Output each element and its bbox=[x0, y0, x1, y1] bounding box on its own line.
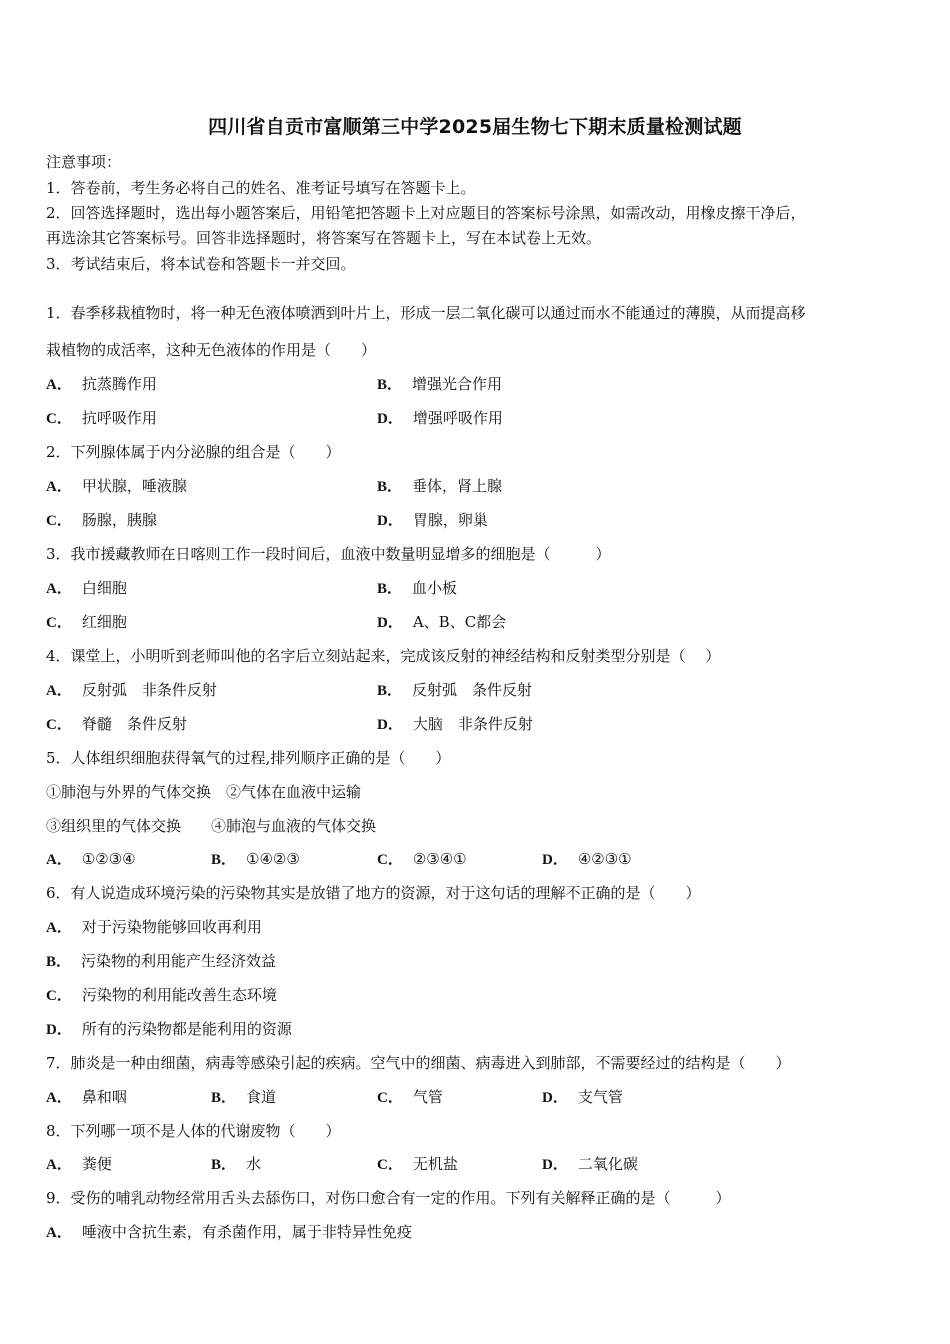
option-text: ①④②③ bbox=[246, 850, 300, 868]
option-label: A． bbox=[46, 852, 72, 868]
option-d[interactable] bbox=[377, 407, 503, 428]
question-1-stem: 栽植物的成活率，这种无色液体的作用是（ ） bbox=[46, 341, 377, 359]
option-label: A． bbox=[46, 683, 72, 699]
question-5-stem: ①肺泡与外界的气体交换 ②气体在血液中运输 bbox=[46, 783, 362, 801]
option-text: A、B、C都会 bbox=[412, 613, 507, 631]
option-label: B． bbox=[211, 1090, 237, 1106]
option-text: 支气管 bbox=[577, 1088, 623, 1106]
option-text: 增强光合作用 bbox=[412, 375, 503, 393]
option-a[interactable] bbox=[46, 373, 157, 394]
option-label: D． bbox=[377, 411, 403, 427]
option-c[interactable] bbox=[46, 713, 187, 734]
option-c[interactable] bbox=[46, 984, 277, 1005]
option-text: 对于污染物能够回收再利用 bbox=[81, 918, 262, 936]
option-text: 粪便 bbox=[81, 1155, 112, 1173]
option-a[interactable] bbox=[46, 1153, 112, 1174]
option-text: 反射弧 条件反射 bbox=[412, 681, 533, 699]
option-label: A． bbox=[46, 479, 72, 495]
option-text: 唾液中含抗生素，有杀菌作用，属于非特异性免疫 bbox=[81, 1223, 412, 1241]
option-label: B． bbox=[377, 377, 403, 393]
option-a[interactable] bbox=[46, 679, 217, 700]
option-text: 甲状腺，唾液腺 bbox=[81, 477, 187, 495]
option-label: A． bbox=[46, 581, 72, 597]
option-d[interactable] bbox=[542, 1153, 638, 1174]
option-label: A． bbox=[46, 1225, 72, 1241]
question-5-stem: 5．人体组织细胞获得氧气的过程,排列顺序正确的是（ ） bbox=[46, 749, 451, 767]
option-text: 水 bbox=[246, 1155, 262, 1173]
option-label: D． bbox=[377, 717, 403, 733]
option-d[interactable] bbox=[377, 611, 506, 632]
option-label: C． bbox=[46, 513, 72, 529]
question-3-stem: 3．我市援藏教师在日喀则工作一段时间后，血液中数量明显增多的细胞是（ ） bbox=[46, 545, 611, 563]
option-text: 无机盐 bbox=[412, 1155, 458, 1173]
option-label: B． bbox=[211, 852, 237, 868]
option-b[interactable] bbox=[211, 848, 300, 869]
option-d[interactable] bbox=[377, 713, 533, 734]
option-label: C． bbox=[377, 1090, 403, 1106]
question-5-stem: ③组织里的气体交换 ④肺泡与血液的气体交换 bbox=[46, 817, 377, 835]
option-c[interactable] bbox=[46, 407, 157, 428]
option-text: 白细胞 bbox=[81, 579, 127, 597]
option-text: 气管 bbox=[412, 1088, 443, 1106]
option-label: B． bbox=[377, 683, 403, 699]
option-b[interactable] bbox=[211, 1153, 261, 1174]
page-title: 四川省自贡市富顺第三中学2025届生物七下期末质量检测试题 bbox=[208, 116, 742, 138]
option-b[interactable] bbox=[377, 679, 532, 700]
option-text: 脊髓 条件反射 bbox=[81, 715, 187, 733]
option-c[interactable] bbox=[377, 1153, 458, 1174]
option-c[interactable] bbox=[46, 509, 157, 530]
option-d[interactable] bbox=[542, 848, 632, 869]
question-1-stem: 1．春季移栽植物时，将一种无色液体喷洒到叶片上，形成一层二氧化碳可以通过而水不能通过的薄膜，从而提高移 bbox=[46, 304, 806, 322]
option-label: C． bbox=[46, 411, 72, 427]
option-label: B． bbox=[211, 1157, 237, 1173]
option-a[interactable] bbox=[46, 848, 136, 869]
option-label: D． bbox=[377, 615, 403, 631]
option-text: 反射弧 非条件反射 bbox=[81, 681, 217, 699]
option-text: 抗蒸腾作用 bbox=[81, 375, 157, 393]
option-text: 二氧化碳 bbox=[577, 1155, 638, 1173]
option-a[interactable] bbox=[46, 577, 127, 598]
option-b[interactable] bbox=[46, 950, 276, 971]
option-a[interactable] bbox=[46, 1086, 127, 1107]
option-label: A． bbox=[46, 920, 72, 936]
option-c[interactable] bbox=[377, 1086, 443, 1107]
option-label: C． bbox=[377, 852, 403, 868]
option-a[interactable] bbox=[46, 1221, 412, 1242]
option-label: C． bbox=[377, 1157, 403, 1173]
option-text: 污染物的利用能改善生态环境 bbox=[81, 986, 277, 1004]
option-label: A． bbox=[46, 1157, 72, 1173]
option-c[interactable] bbox=[377, 848, 467, 869]
option-a[interactable] bbox=[46, 916, 262, 937]
question-4-stem: 4．课堂上，小明听到老师叫他的名字后立刻站起来，完成该反射的神经结构和反射类型分别是（ ） bbox=[46, 647, 721, 665]
option-text: 胃腺，卵巢 bbox=[412, 511, 488, 529]
option-label: C． bbox=[46, 717, 72, 733]
notes-item: 2．回答选择题时，选出每小题答案后，用铅笔把答题卡上对应题目的答案标号涂黑，如需改动，用橡皮擦干净后， bbox=[46, 204, 806, 222]
option-a[interactable] bbox=[46, 475, 187, 496]
option-label: D． bbox=[46, 1022, 72, 1038]
option-label: A． bbox=[46, 1090, 72, 1106]
option-d[interactable] bbox=[377, 509, 488, 530]
notes-item: 再选涂其它答案标号。回答非选择题时，将答案写在答题卡上，写在本试卷上无效。 bbox=[46, 229, 602, 247]
question-2-stem: 2．下列腺体属于内分泌腺的组合是（ ） bbox=[46, 443, 341, 461]
option-text: 污染物的利用能产生经济效益 bbox=[81, 952, 277, 970]
option-label: B． bbox=[377, 581, 403, 597]
option-label: A． bbox=[46, 377, 72, 393]
option-label: B． bbox=[46, 954, 72, 970]
notes-heading: 注意事项： bbox=[46, 153, 122, 171]
option-text: 鼻和咽 bbox=[81, 1088, 127, 1106]
option-text: ②③④① bbox=[412, 850, 467, 868]
notes-item: 1．答卷前，考生务必将自己的姓名、准考证号填写在答题卡上。 bbox=[46, 179, 476, 197]
option-label: C． bbox=[46, 988, 72, 1004]
question-7-stem: 7．肺炎是一种由细菌，病毒等感染引起的疾病。空气中的细菌、病毒进入到肺部，不需要经过的结构是（ ） bbox=[46, 1054, 791, 1072]
option-text: 垂体，肾上腺 bbox=[412, 477, 503, 495]
option-text: 血小板 bbox=[412, 579, 458, 597]
option-text: 大脑 非条件反射 bbox=[412, 715, 533, 733]
option-b[interactable] bbox=[211, 1086, 276, 1107]
option-text: 食道 bbox=[246, 1088, 277, 1106]
option-d[interactable] bbox=[46, 1018, 292, 1039]
question-6-stem: 6．有人说造成环境污染的污染物其实是放错了地方的资源，对于这句话的理解不正确的是（ ） bbox=[46, 884, 701, 902]
question-9-stem: 9．受伤的哺乳动物经常用舌头去舔伤口，对伤口愈合有一定的作用。下列有关解释正确的是（ ） bbox=[46, 1189, 731, 1207]
option-label: C． bbox=[46, 615, 72, 631]
option-d[interactable] bbox=[542, 1086, 623, 1107]
question-8-stem: 8．下列哪一项不是人体的代谢废物（ ） bbox=[46, 1122, 341, 1140]
option-label: D． bbox=[542, 1157, 568, 1173]
option-text: 所有的污染物都是能利用的资源 bbox=[81, 1020, 292, 1038]
notes-item: 3．考试结束后，将本试卷和答题卡一并交回。 bbox=[46, 255, 356, 273]
option-b[interactable] bbox=[377, 373, 502, 394]
option-text: 增强呼吸作用 bbox=[412, 409, 503, 427]
option-b[interactable] bbox=[377, 475, 502, 496]
option-text: 肠腺，胰腺 bbox=[81, 511, 157, 529]
option-label: D． bbox=[377, 513, 403, 529]
option-text: 红细胞 bbox=[81, 613, 127, 631]
option-b[interactable] bbox=[377, 577, 457, 598]
option-text: ④②③① bbox=[577, 850, 632, 868]
option-text: ①②③④ bbox=[81, 850, 136, 868]
option-label: D． bbox=[542, 852, 568, 868]
option-text: 抗呼吸作用 bbox=[81, 409, 157, 427]
option-c[interactable] bbox=[46, 611, 127, 632]
option-label: B． bbox=[377, 479, 403, 495]
option-label: D． bbox=[542, 1090, 568, 1106]
